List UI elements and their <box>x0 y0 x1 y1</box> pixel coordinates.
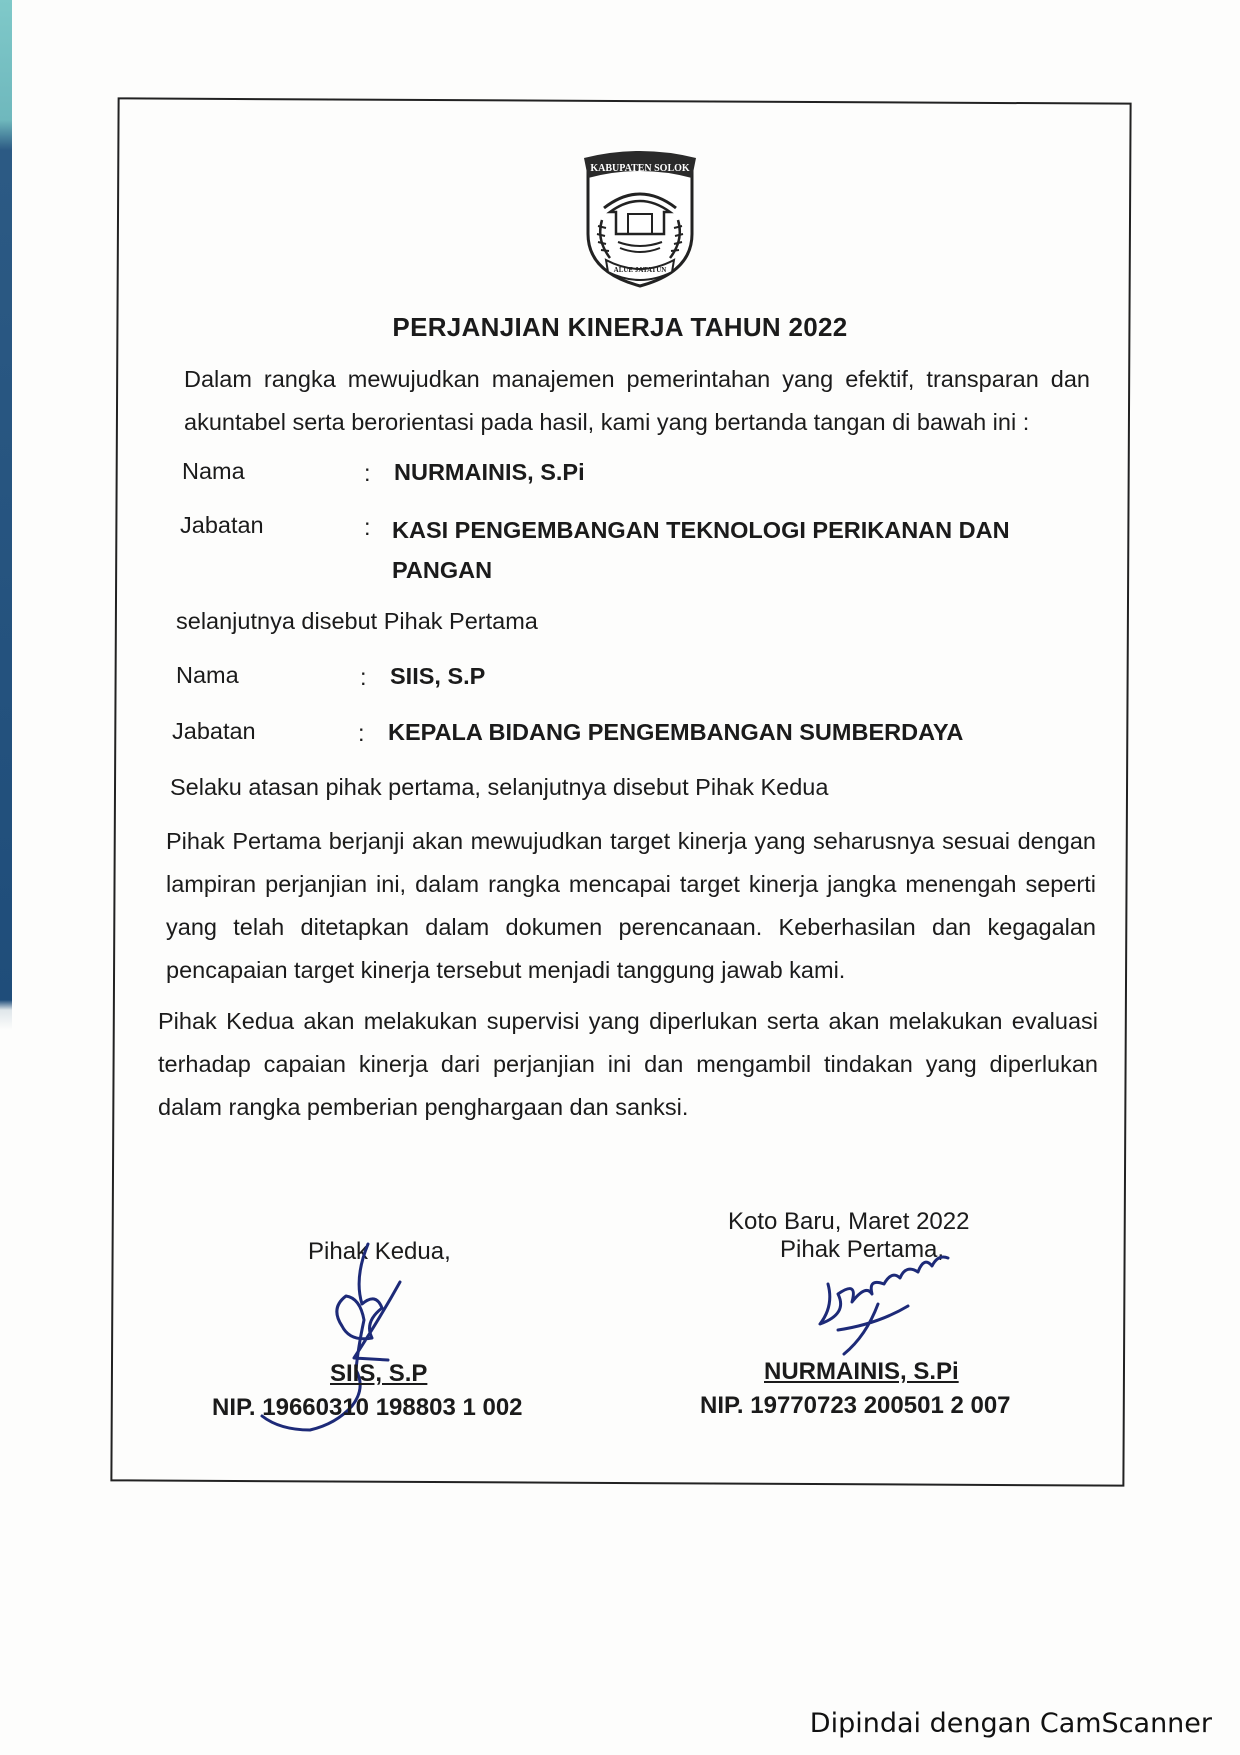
second-party-position-value: KEPALA BIDANG PENGEMBANGAN SUMBERDAYA <box>388 719 964 745</box>
second-party-name-label: Nama <box>176 662 239 688</box>
second-party-name-colon: : <box>360 664 367 690</box>
supervision-paragraph <box>158 1000 1098 1129</box>
left-signatory-name: SIIS, S.P <box>330 1360 428 1387</box>
first-party-position-colon: : <box>364 514 371 540</box>
document-title: PERJANJIAN KINERJA TAHUN 2022 <box>392 312 848 342</box>
first-party-designation: selanjutnya disebut Pihak Pertama <box>176 608 538 634</box>
scanner-watermark: Dipindai dengan CamScanner <box>809 1708 1212 1739</box>
intro-paragraph <box>184 358 1090 444</box>
first-party-name-colon: : <box>364 460 371 486</box>
first-party-position-value: KASI PENGEMBANGAN TEKNOLOGI PERIKANAN DAN PANGAN <box>392 517 1010 583</box>
second-party-name-value: SIIS, S.P <box>390 663 486 689</box>
commitment-paragraph <box>166 820 1096 992</box>
second-party-position-colon: : <box>358 720 365 746</box>
supervision-text: Pihak Kedua akan melakukan supervisi yang diperlukan serta akan melakukan evaluasi terhadap capaian kinerja dari perjanjian ini dan mengambil tindakan yang diperlukan dalam rangka pemberian penghargaan dan sanksi. <box>158 1008 1098 1120</box>
kabupaten-solok-seal-icon <box>580 150 700 290</box>
first-party-name-value: NURMAINIS, S.Pi <box>394 459 585 485</box>
right-signature-icon <box>808 1244 978 1364</box>
first-party-position-label: Jabatan <box>180 512 264 538</box>
right-signatory-role: Pihak Pertama, <box>780 1236 945 1263</box>
right-signatory-name: NURMAINIS, S.Pi <box>764 1358 959 1385</box>
left-signatory-nip: NIP. 19660310 198803 1 002 <box>212 1394 523 1421</box>
seal-ribbon-text: KABUPATEN SOLOK <box>590 163 690 174</box>
place-date: Koto Baru, Maret 2022 <box>728 1208 970 1235</box>
first-party-name-label: Nama <box>182 458 245 484</box>
seal-motto-text: ALUE JATATUN <box>613 266 667 274</box>
second-party-position-label: Jabatan <box>172 718 256 744</box>
scan-edge-strip <box>0 0 12 1755</box>
commitment-text: Pihak Pertama berjanji akan mewujudkan target kinerja yang seharusnya sesuai dengan lampiran perjanjian ini, dalam rangka mencapai target kinerja jangka menengah seperti yang telah ditetapkan dalam dokumen perencanaan. Keberhasilan dan kegagalan pencapaian target kinerja tersebut menjadi tanggung jawab kami. <box>166 828 1096 983</box>
second-party-designation: Selaku atasan pihak pertama, selanjutnya disebut Pihak Kedua <box>170 774 829 800</box>
intro-text: Dalam rangka mewujudkan manajemen pemerintahan yang efektif, transparan dan akuntabel serta berorientasi pada hasil, kami yang bertanda tangan di bawah ini : <box>184 366 1090 435</box>
right-signatory-nip: NIP. 19770723 200501 2 007 <box>700 1392 1011 1419</box>
left-signatory-role: Pihak Kedua, <box>308 1238 451 1265</box>
